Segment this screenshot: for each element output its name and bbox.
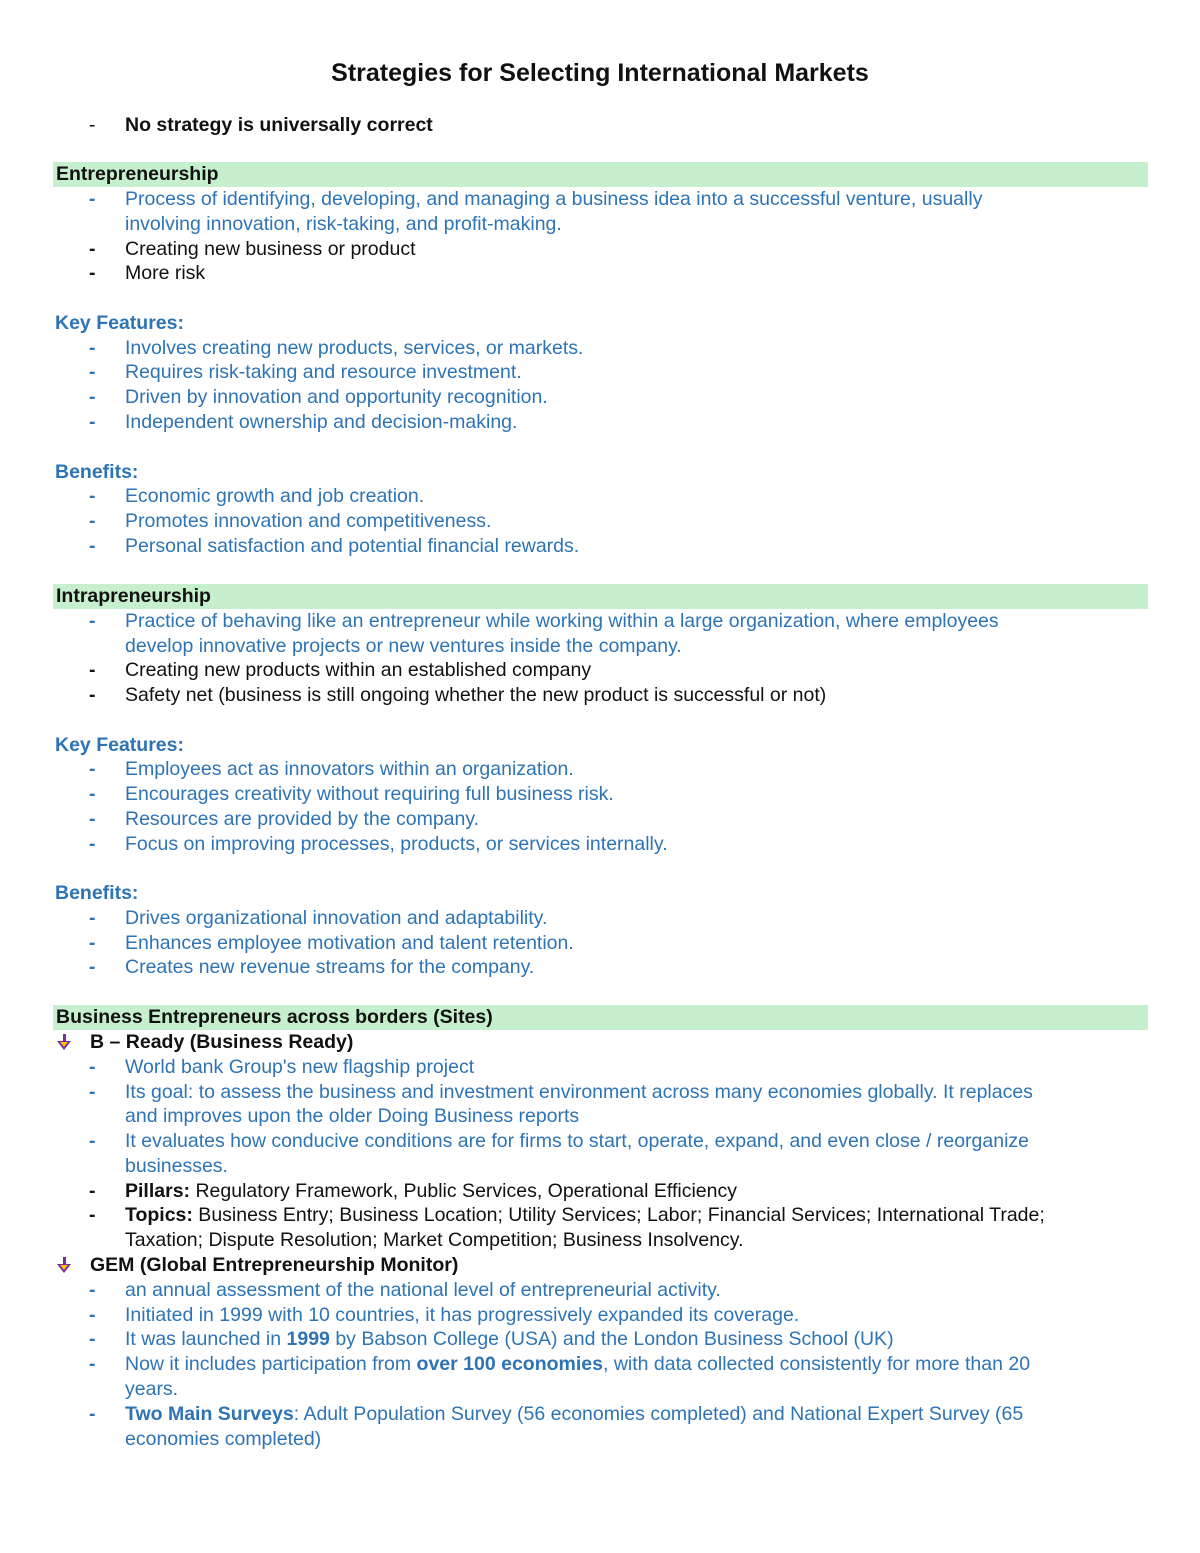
list-item-continuation: economies completed) xyxy=(125,1428,322,1450)
dash-bullet: - xyxy=(89,1056,96,1078)
list-item: Focus on improving processes, products, or services internally. xyxy=(125,833,668,855)
gem-participation-count: over 100 economies xyxy=(416,1353,603,1375)
list-item: Enhances employee motivation and talent retention. xyxy=(125,932,574,954)
list-item: Involves creating new products, services, or markets. xyxy=(125,337,584,359)
dash-bullet: - xyxy=(89,361,96,383)
dash-bullet: - xyxy=(89,1081,96,1103)
gem-launch-text: It was launched in xyxy=(125,1328,287,1350)
list-item: Drives organizational innovation and adaptability. xyxy=(125,907,548,929)
site-title-bready: B – Ready (Business Ready) xyxy=(90,1031,354,1053)
subheading-benefits: Benefits: xyxy=(55,882,139,904)
pillars-text: Regulatory Framework, Public Services, Operational Efficiency xyxy=(190,1180,737,1202)
dash-bullet: - xyxy=(89,932,96,954)
list-item: World bank Group's new flagship project xyxy=(125,1056,475,1078)
list-item-continuation: years. xyxy=(125,1378,179,1400)
pillars-label: Pillars: xyxy=(125,1180,191,1202)
dash-bullet: - xyxy=(89,485,96,507)
topics-text: Business Entry; Business Location; Utility Services; Labor; Financial Services; International Trade; xyxy=(192,1204,1045,1226)
dash-bullet: - xyxy=(89,1353,96,1375)
list-item: Promotes innovation and competitiveness. xyxy=(125,510,492,532)
section-heading-entrepreneurship: Entrepreneurship xyxy=(53,162,1148,187)
list-item: Initiated in 1999 with 10 countries, it has progressively expanded its coverage. xyxy=(125,1304,800,1326)
definition-line: involving innovation, risk-taking, and profit-making. xyxy=(125,213,562,235)
topics-continuation: Taxation; Dispute Resolution; Market Competition; Business Insolvency. xyxy=(125,1229,744,1251)
list-item xyxy=(125,1327,894,1352)
intro-text: No strategy is universally correct xyxy=(125,114,433,136)
list-item: an annual assessment of the national level of entrepreneurial activity. xyxy=(125,1279,721,1301)
list-item: Driven by innovation and opportunity recognition. xyxy=(125,386,548,408)
dash-bullet: - xyxy=(89,833,96,855)
dash-bullet: - xyxy=(89,1180,96,1202)
list-item: Requires risk-taking and resource investment. xyxy=(125,361,522,383)
pillars-line xyxy=(125,1179,737,1204)
dash-bullet: - xyxy=(89,659,96,681)
list-item xyxy=(125,1402,1023,1427)
dash-bullet: - xyxy=(89,1328,96,1350)
gem-surveys-label: Two Main Surveys xyxy=(125,1403,294,1425)
dash-bullet: - xyxy=(89,337,96,359)
dash-bullet: - xyxy=(89,907,96,929)
dash-bullet: - xyxy=(89,783,96,805)
definition-line: Process of identifying, developing, and managing a business idea into a successful venture, usually xyxy=(125,188,983,210)
list-item: Personal satisfaction and potential financial rewards. xyxy=(125,535,580,557)
list-item-continuation: and improves upon the older Doing Business reports xyxy=(125,1105,580,1127)
page-title: Strategies for Selecting International Markets xyxy=(331,59,869,87)
list-item: Creates new revenue streams for the company. xyxy=(125,956,535,978)
gem-launch-text: by Babson College (USA) and the London Business School (UK) xyxy=(329,1328,894,1350)
list-item: More risk xyxy=(125,262,206,284)
dash-bullet: - xyxy=(89,535,96,557)
dash-bullet: - xyxy=(89,1304,96,1326)
site-title-gem: GEM (Global Entrepreneurship Monitor) xyxy=(90,1254,459,1276)
list-item: Resources are provided by the company. xyxy=(125,808,480,830)
topics-label: Topics: xyxy=(125,1204,193,1226)
list-item: Creating new products within an established company xyxy=(125,659,592,681)
section-heading-borders: Business Entrepreneurs across borders (Sites) xyxy=(53,1005,1148,1030)
gem-surveys-text: : Adult Population Survey (56 economies completed) and National Expert Survey (65 xyxy=(293,1403,1024,1425)
dash-bullet: - xyxy=(89,684,96,706)
list-item xyxy=(125,1352,1030,1377)
subheading-benefits: Benefits: xyxy=(55,461,139,483)
dash-bullet: - xyxy=(89,1403,96,1425)
dash-bullet: - xyxy=(89,1204,96,1226)
list-item: Creating new business or product xyxy=(125,238,416,260)
gem-participation-text: Now it includes participation from xyxy=(125,1353,417,1375)
dash-bullet: - xyxy=(89,262,96,284)
dash-bullet: - xyxy=(89,188,96,210)
list-item: Its goal: to assess the business and investment environment across many economies globally. It replaces xyxy=(125,1081,1033,1103)
definition-line: develop innovative projects or new ventures inside the company. xyxy=(125,635,682,657)
dash-bullet: - xyxy=(89,510,96,532)
topics-line xyxy=(125,1203,1045,1228)
subheading-key-features: Key Features: xyxy=(55,312,184,334)
list-item: It evaluates how conducive conditions are for firms to start, operate, expand, and even close / reorganize xyxy=(125,1130,1030,1152)
dash-bullet: - xyxy=(89,238,96,260)
dash-bullet: - xyxy=(89,386,96,408)
subheading-key-features: Key Features: xyxy=(55,734,184,756)
dash-bullet: - xyxy=(89,808,96,830)
list-item-continuation: businesses. xyxy=(125,1155,228,1177)
dash-bullet: - xyxy=(89,758,96,780)
dash-bullet: - xyxy=(89,1279,96,1301)
gem-launch-year: 1999 xyxy=(286,1328,330,1350)
dash-bullet: - xyxy=(89,1130,96,1152)
list-item: Economic growth and job creation. xyxy=(125,485,425,507)
dash-bullet: - xyxy=(89,114,96,136)
definition-line: Practice of behaving like an entrepreneur while working within a large organization, where employees xyxy=(125,610,999,632)
list-item: Independent ownership and decision-making. xyxy=(125,411,518,433)
list-item: Encourages creativity without requiring full business risk. xyxy=(125,783,614,805)
list-item: Safety net (business is still ongoing whether the new product is successful or not) xyxy=(125,684,827,706)
arrow-bullet-icon xyxy=(56,1257,72,1275)
list-item: Employees act as innovators within an organization. xyxy=(125,758,574,780)
dash-bullet: - xyxy=(89,411,96,433)
section-heading-intrapreneurship: Intrapreneurship xyxy=(53,584,1148,609)
gem-participation-text: , with data collected consistently for more than 20 xyxy=(602,1353,1031,1375)
arrow-bullet-icon xyxy=(56,1034,72,1052)
dash-bullet: - xyxy=(89,610,96,632)
dash-bullet: - xyxy=(89,956,96,978)
